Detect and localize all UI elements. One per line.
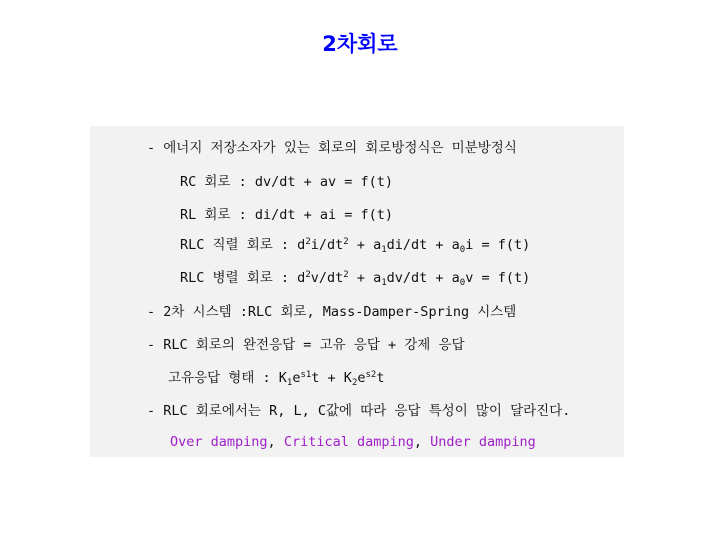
natural-form-sub2: 2	[351, 378, 358, 388]
damping-cases	[170, 434, 536, 450]
rlc-series-sup1: 2	[305, 237, 311, 247]
rc-equation: RC 회로 : dv/dt + av = f(t)	[180, 174, 394, 190]
rlc-series-sub2: 0	[459, 245, 466, 255]
damping-separator-2: ,	[413, 434, 431, 450]
rlc-series-pre: RLC 직렬 회로 : d	[180, 237, 306, 253]
rlc-series-mid1: i/dt	[310, 237, 344, 253]
rlc-parallel-sup1: 2	[305, 270, 311, 280]
natural-form-mid2: t + K	[311, 370, 352, 386]
rlc-parallel-sub1: 1	[381, 278, 387, 288]
rlc-series-mid3: di/dt + a	[386, 237, 460, 253]
natural-response-form	[168, 370, 384, 386]
rlc-series-sub1: 1	[381, 245, 387, 255]
rlc-parallel-equation	[180, 270, 530, 286]
rlc-parallel-post: v = f(t)	[465, 270, 531, 286]
intro-line: - 에너지 저장소자가 있는 회로의 회로방정식은 미분방정식	[147, 140, 517, 156]
natural-form-sup1: s1	[300, 370, 312, 380]
second-order-line: - 2차 시스템 :RLC 회로, Mass-Damper-Spring 시스템	[147, 304, 517, 320]
page-title: 2차회로	[322, 32, 398, 56]
under-damping-label: Under damping	[430, 434, 536, 450]
natural-form-sup2: s2	[365, 370, 377, 380]
rlc-parallel-sup2: 2	[343, 270, 349, 280]
rlc-parallel-mid2: + a	[348, 270, 382, 286]
rlc-parallel-pre: RLC 병렬 회로 : d	[180, 270, 306, 286]
complete-response-line: - RLC 회로의 완전응답 = 고유 응답 + 강제 응답	[147, 337, 465, 353]
rl-equation: RL 회로 : di/dt + ai = f(t)	[180, 207, 394, 223]
critical-damping-label: Critical damping	[283, 434, 414, 450]
natural-form-mid1: e	[292, 370, 301, 386]
rlc-parallel-mid3: dv/dt + a	[386, 270, 460, 286]
natural-form-pre: 고유응답 형태 : K	[168, 370, 287, 386]
rlc-series-mid2: + a	[348, 237, 382, 253]
rlc-series-post: i = f(t)	[465, 237, 531, 253]
rlc-parallel-sub2: 0	[459, 278, 466, 288]
natural-form-sub1: 1	[286, 378, 293, 388]
natural-form-mid3: e	[357, 370, 366, 386]
over-damping-label: Over damping	[170, 434, 268, 450]
rlc-parallel-mid1: v/dt	[310, 270, 344, 286]
rlc-series-sup2: 2	[343, 237, 349, 247]
natural-form-post: t	[376, 370, 385, 386]
damping-separator-1: ,	[267, 434, 284, 450]
rlc-series-equation	[180, 237, 530, 253]
depends-line: - RLC 회로에서는 R, L, C값에 따라 응답 특성이 많이 달라진다.	[147, 403, 571, 419]
